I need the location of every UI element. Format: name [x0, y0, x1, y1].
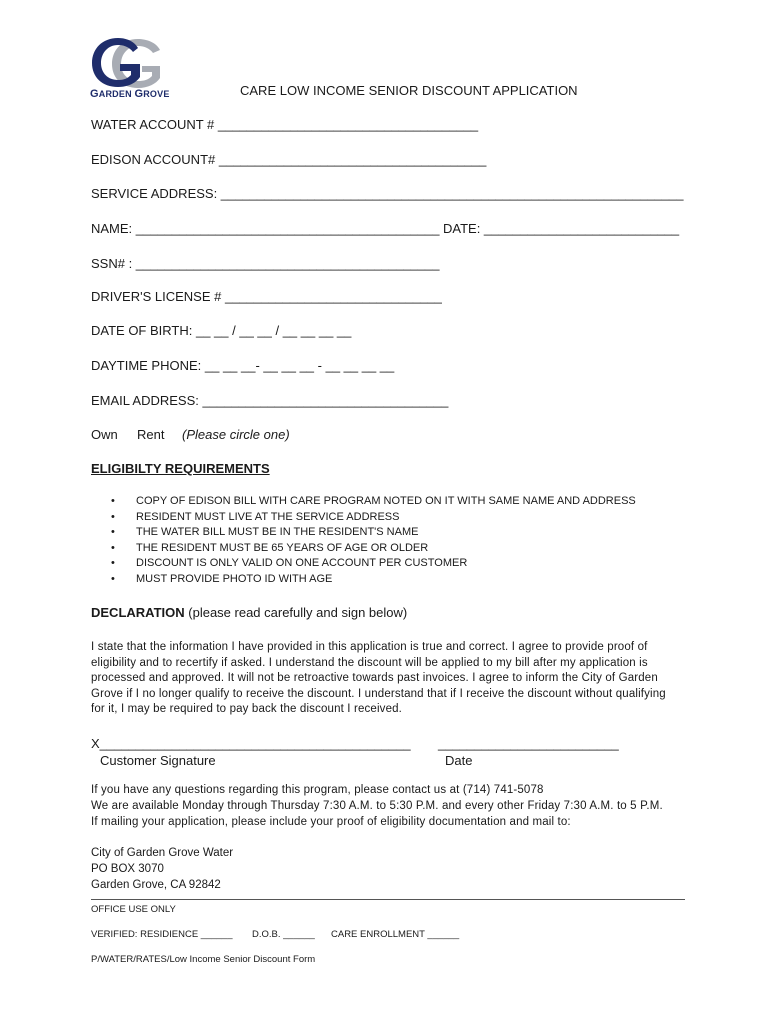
edison-account-field[interactable]: EDISON ACCOUNT# _____________________________________ — [91, 152, 487, 167]
daytime-phone-field[interactable]: DAYTIME PHONE: __ __ __- __ __ __ - __ __ __ __ — [91, 358, 395, 373]
email-address-field[interactable]: EMAIL ADDRESS: __________________________________ — [91, 393, 449, 408]
divider — [91, 899, 685, 900]
verified-residience: VERIFIED: RESIDIENCE ______ — [91, 929, 233, 940]
date-of-birth-field[interactable]: DATE OF BIRTH: __ __ / __ __ / __ __ __ __ — [91, 323, 352, 338]
contact-line: If you have any questions regarding this program, please contact us at (714) 741-5078 — [91, 784, 544, 796]
verified-dob: D.O.B. ______ — [252, 929, 315, 940]
care-enrollment: CARE ENROLLMENT ______ — [331, 929, 460, 940]
service-address-field[interactable]: SERVICE ADDRESS: ________________________________________________________________ — [91, 186, 684, 201]
circle-one-hint: (Please circle one) — [182, 427, 290, 442]
signature-line[interactable]: X___________________________________________ — [91, 736, 411, 751]
eligibility-list — [108, 494, 636, 588]
declaration-heading: DECLARATION — [91, 605, 185, 620]
own-option[interactable]: Own — [91, 427, 118, 442]
declaration-line: eligibility and to recertify if asked. I understand the discount will be applied to my bill after my application is — [91, 656, 648, 669]
declaration-subheading: (please read carefully and sign below) — [188, 605, 408, 620]
address-line: City of Garden Grove Water — [91, 847, 234, 859]
signature-date-label: Date — [445, 753, 473, 768]
list-item: • DISCOUNT IS ONLY VALID ON ONE ACCOUNT PER CUSTOMER — [108, 556, 636, 572]
declaration-line: processed and approved. It will not be retroactive towards past invoices. I agree to inform the City of Garden — [91, 672, 658, 685]
list-item: • MUST PROVIDE PHOTO ID WITH AGE — [108, 572, 636, 588]
water-account-field[interactable]: WATER ACCOUNT # ____________________________________ — [91, 117, 479, 132]
declaration-line: for it, I may be required to pay back the discount I received. — [91, 703, 403, 716]
signature-label: Customer Signature — [100, 753, 216, 768]
logo-wordmark: GARDEN GROVE — [90, 88, 170, 100]
list-item: • COPY OF EDISON BILL WITH CARE PROGRAM NOTED ON IT WITH SAME NAME AND ADDRESS — [108, 494, 636, 510]
name-field[interactable]: NAME: __________________________________________ — [91, 221, 440, 236]
contact-line: If mailing your application, please include your proof of eligibility documentation and mail to: — [91, 816, 571, 828]
address-line: Garden Grove, CA 92842 — [91, 879, 221, 891]
list-item: • THE RESIDENT MUST BE 65 YEARS OF AGE OR OLDER — [108, 541, 636, 557]
rent-option[interactable]: Rent — [137, 427, 165, 442]
declaration-line: I state that the information I have provided in this application is true and correct. I agree to provide proof of — [91, 641, 648, 653]
contact-line: We are available Monday through Thursday 7:30 A.M. to 5:30 P.M. and every other Friday 7:30 A.M. to 5 P.M. — [91, 800, 663, 812]
form-footer: P/WATER/RATES/Low Income Senior Discount Form — [91, 954, 316, 965]
form-title: CARE LOW INCOME SENIOR DISCOUNT APPLICATION — [240, 83, 578, 98]
drivers-license-field[interactable]: DRIVER'S LICENSE # ______________________________ — [91, 289, 442, 304]
declaration-paragraph — [91, 640, 731, 718]
list-item: • THE WATER BILL MUST BE IN THE RESIDENT'S NAME — [108, 525, 636, 541]
declaration-line: Grove if I no longer qualify to receive the discount. I understand that if I receive the discount without qualifying — [91, 687, 666, 700]
declaration-header — [91, 605, 407, 620]
office-use-heading: OFFICE USE ONLY — [91, 904, 176, 915]
mailing-address — [91, 845, 233, 893]
signature-date-line[interactable]: _________________________ — [438, 736, 619, 751]
date-field[interactable]: DATE: ___________________________ — [443, 221, 680, 236]
list-item: • RESIDENT MUST LIVE AT THE SERVICE ADDRESS — [108, 510, 636, 526]
contact-info — [91, 782, 663, 830]
address-line: PO BOX 3070 — [91, 863, 164, 875]
eligibility-heading: ELIGIBILTY REQUIREMENTS — [91, 461, 270, 476]
ssn-field[interactable]: SSN# : __________________________________________ — [91, 256, 440, 271]
